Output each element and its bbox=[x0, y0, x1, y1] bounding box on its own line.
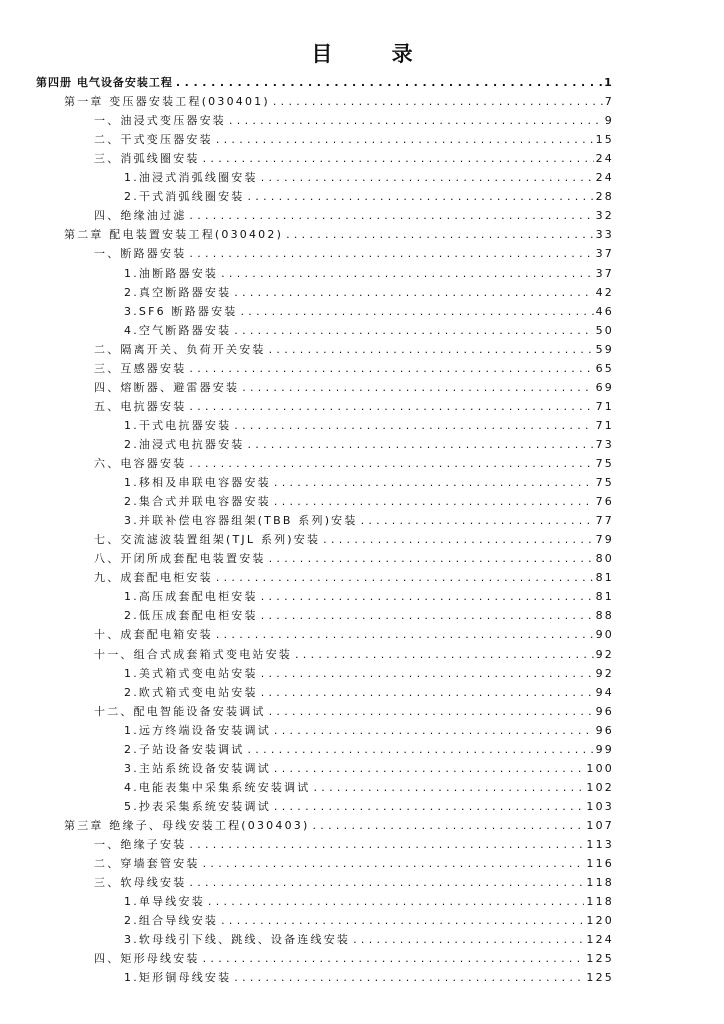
toc-entry bbox=[94, 205, 614, 222]
toc-leader-dots bbox=[189, 457, 593, 470]
toc-entry-page: 69 bbox=[595, 380, 614, 394]
toc-entry bbox=[124, 777, 614, 794]
toc-entry-page: 75 bbox=[595, 476, 614, 490]
toc-leader-dots bbox=[241, 305, 594, 318]
toc-leader-dots bbox=[216, 628, 594, 641]
toc-entry bbox=[124, 586, 614, 603]
toc-leader-dots bbox=[269, 705, 594, 718]
toc-entry bbox=[36, 72, 614, 89]
toc-entry bbox=[124, 301, 614, 318]
toc-entry-label: 一、油浸式变压器安装 bbox=[94, 114, 226, 128]
toc-leader-dots bbox=[234, 971, 584, 984]
toc-leader-dots bbox=[353, 933, 584, 946]
toc-entry-page: 116 bbox=[586, 857, 614, 871]
toc-entry-page: 15 bbox=[595, 133, 614, 147]
toc-entry bbox=[124, 415, 614, 432]
toc-entry-label: 2.集合式并联电容器安装 bbox=[124, 495, 271, 509]
toc-entry-label: 1.移相及串联电容器安装 bbox=[124, 476, 271, 490]
toc-entry bbox=[94, 396, 614, 413]
toc-entry-label: 1.远方终端设备安装调试 bbox=[124, 723, 271, 737]
toc-entry-page: 99 bbox=[595, 742, 614, 756]
toc-leader-dots bbox=[261, 609, 594, 622]
toc-entry bbox=[94, 529, 614, 546]
toc-entry-page: 75 bbox=[595, 457, 614, 470]
toc-entry-page: 9 bbox=[604, 114, 614, 128]
toc-entry-label: 第四册 电气设备安装工程 bbox=[36, 76, 173, 89]
toc-leader-dots bbox=[234, 286, 593, 299]
toc-entry bbox=[94, 624, 614, 641]
toc-entry-label: 一、断路器安装 bbox=[94, 247, 187, 261]
toc-entry-label: 2.组合导线安装 bbox=[124, 914, 219, 928]
toc-entry-label: 十二、配电智能设备安装调试 bbox=[94, 704, 266, 718]
toc-entry-page: 42 bbox=[595, 285, 614, 299]
toc-entry-label: 第一章 变压器安装工程(030401) bbox=[64, 95, 270, 109]
toc-entry bbox=[124, 758, 614, 775]
toc-leader-dots bbox=[361, 514, 594, 527]
toc-leader-dots bbox=[274, 476, 594, 489]
toc-entry-page: 79 bbox=[595, 533, 614, 547]
toc-entry-page: 76 bbox=[595, 495, 614, 509]
toc-entry-page: 81 bbox=[595, 571, 614, 585]
toc-leader-dots bbox=[274, 762, 584, 775]
toc-entry-label: 二、干式变压器安装 bbox=[94, 133, 213, 147]
toc-entry bbox=[124, 605, 614, 622]
toc-entry bbox=[124, 167, 614, 184]
toc-entry bbox=[64, 815, 614, 832]
toc-leader-dots bbox=[208, 895, 584, 908]
toc-entry bbox=[64, 91, 614, 108]
toc-entry-page: 80 bbox=[595, 552, 614, 566]
toc-entry-page: 107 bbox=[586, 818, 614, 832]
toc-entry bbox=[124, 263, 614, 280]
toc-leader-dots bbox=[261, 686, 594, 699]
toc-entry bbox=[124, 491, 614, 508]
toc-leader-dots bbox=[269, 343, 594, 356]
toc-entry bbox=[94, 548, 614, 565]
toc-entry-page: 37 bbox=[595, 266, 614, 280]
toc-entry bbox=[94, 358, 614, 375]
toc-entry-label: 2.干式消弧线圈安装 bbox=[124, 190, 245, 204]
toc-leader-dots bbox=[248, 190, 594, 203]
toc-entry-page: 125 bbox=[586, 971, 614, 985]
toc-entry-label: 2.油浸式电抗器安装 bbox=[124, 437, 245, 451]
toc-leader-dots bbox=[242, 381, 593, 394]
toc-entry-page: 96 bbox=[595, 704, 614, 718]
toc-entry bbox=[94, 339, 614, 356]
toc-leader-dots bbox=[273, 95, 603, 108]
toc-leader-dots bbox=[203, 152, 594, 165]
toc-entry-label: 十、成套配电箱安装 bbox=[94, 628, 213, 642]
toc-entry-page: 1 bbox=[604, 76, 614, 89]
toc-entry-label: 1.矩形铜母线安装 bbox=[124, 971, 232, 985]
toc-leader-dots bbox=[274, 724, 594, 737]
toc-leader-dots bbox=[189, 209, 593, 222]
toc-entry-label: 4.空气断路器安装 bbox=[124, 323, 232, 337]
toc-entry-label: 三、消弧线圈安装 bbox=[94, 152, 200, 166]
toc-entry bbox=[94, 129, 614, 146]
toc-entry bbox=[124, 682, 614, 699]
toc-entry-label: 3.SF6 断路器安装 bbox=[124, 304, 238, 318]
toc-entry-page: 77 bbox=[595, 514, 614, 528]
toc-entry bbox=[94, 243, 614, 260]
toc-entry bbox=[124, 282, 614, 299]
toc-entry-label: 第二章 配电装置安装工程(030402) bbox=[64, 228, 284, 242]
toc-entry bbox=[94, 148, 614, 165]
toc-entry-label: 一、绝缘子安装 bbox=[94, 838, 187, 851]
toc-entry-page: 71 bbox=[595, 418, 614, 432]
toc-leader-dots bbox=[295, 648, 594, 661]
toc-entry-page: 96 bbox=[595, 723, 614, 737]
toc-entry-page: 59 bbox=[595, 342, 614, 356]
toc-entry-label: 3.软母线引下线、跳线、设备连线安装 bbox=[124, 933, 351, 947]
toc-leader-dots bbox=[274, 800, 584, 813]
toc-leader-dots bbox=[269, 552, 594, 565]
toc-leader-dots bbox=[189, 400, 593, 413]
toc-leader-dots bbox=[203, 857, 585, 870]
toc-entry-page: 46 bbox=[595, 304, 614, 318]
toc-entry-page: 124 bbox=[586, 933, 614, 947]
toc-entry-page: 32 bbox=[595, 209, 614, 223]
toc-entry-label: 3.主站系统设备安装调试 bbox=[124, 761, 271, 775]
toc-entry-label: 第三章 绝缘子、母线安装工程(030403) bbox=[64, 818, 310, 832]
toc-entry-page: 125 bbox=[586, 952, 614, 966]
toc-leader-dots bbox=[189, 247, 593, 260]
toc-entry-label: 九、成套配电柜安装 bbox=[94, 571, 213, 585]
toc-entry-label: 四、绝缘油过滤 bbox=[94, 209, 187, 223]
toc-entry-page: 28 bbox=[595, 190, 614, 204]
toc-entry-label: 5.抄表采集系统安装调试 bbox=[124, 799, 271, 813]
toc-leader-dots bbox=[314, 781, 585, 794]
toc-leader-dots bbox=[234, 324, 593, 337]
toc-entry-label: 四、矩形母线安装 bbox=[94, 952, 200, 966]
toc-entry-page: 118 bbox=[586, 876, 614, 890]
toc-entry-page: 94 bbox=[595, 685, 614, 699]
toc-entry bbox=[94, 701, 614, 718]
toc-entry bbox=[64, 224, 614, 241]
toc-entry-page: 92 bbox=[595, 666, 614, 680]
toc-entry bbox=[94, 453, 614, 470]
toc-entry bbox=[94, 377, 614, 394]
toc-entry-page: 102 bbox=[586, 780, 614, 794]
toc-entry-label: 2.低压成套配电柜安装 bbox=[124, 609, 258, 623]
toc-entry-label: 五、电抗器安装 bbox=[94, 399, 187, 413]
toc-entry bbox=[124, 967, 614, 984]
toc-entry-label: 1.美式箱式变电站安装 bbox=[124, 666, 258, 680]
toc-entry bbox=[124, 434, 614, 451]
toc-entry-label: 三、互感器安装 bbox=[94, 361, 187, 375]
toc-entry-page: 71 bbox=[595, 399, 614, 413]
toc-entry bbox=[124, 796, 614, 813]
toc-leader-dots bbox=[203, 952, 585, 965]
toc-entry-label: 2.欧式箱式变电站安装 bbox=[124, 685, 258, 699]
toc-leader-dots bbox=[229, 114, 603, 127]
toc-entry-page: 81 bbox=[595, 590, 614, 604]
toc-entry-label: 六、电容器安装 bbox=[94, 457, 187, 470]
toc-entry bbox=[94, 110, 614, 127]
toc-entry-label: 三、软母线安装 bbox=[94, 876, 187, 890]
toc-entry-label: 3.并联补偿电容器组架(TBB 系列)安装 bbox=[124, 514, 358, 528]
toc-entry bbox=[124, 510, 614, 527]
toc-entry-page: 113 bbox=[586, 838, 614, 851]
toc-leader-dots bbox=[261, 667, 594, 680]
toc-leader-dots bbox=[234, 419, 593, 432]
toc-entry-label: 1.油断路器安装 bbox=[124, 266, 219, 280]
toc-entry-page: 100 bbox=[586, 761, 614, 775]
toc-entry bbox=[94, 567, 614, 584]
toc-leader-dots bbox=[274, 495, 594, 508]
toc-entry-label: 2.子站设备安装调试 bbox=[124, 742, 245, 756]
toc-entry-page: 103 bbox=[586, 799, 614, 813]
toc-leader-dots bbox=[176, 76, 602, 89]
toc-leader-dots bbox=[323, 533, 593, 546]
toc-entry-page: 88 bbox=[595, 609, 614, 623]
toc-entry-label: 十一、组合式成套箱式变电站安装 bbox=[94, 647, 292, 661]
toc-entry-label: 1.单导线安装 bbox=[124, 895, 205, 909]
toc-leader-dots bbox=[189, 362, 593, 375]
toc-entry-page: 24 bbox=[595, 171, 614, 185]
toc-leader-dots bbox=[286, 228, 594, 241]
toc-entry-page: 33 bbox=[595, 228, 614, 242]
toc-leader-dots bbox=[312, 819, 584, 832]
toc-leader-dots bbox=[221, 914, 584, 927]
toc-entry-label: 二、隔离开关、负荷开关安装 bbox=[94, 342, 266, 356]
toc-entry-label: 八、开闭所成套配电装置安装 bbox=[94, 552, 266, 566]
toc-entry bbox=[124, 739, 614, 756]
toc-entry-label: 1.干式电抗器安装 bbox=[124, 418, 232, 432]
toc-entry bbox=[124, 891, 614, 908]
toc-entry bbox=[94, 948, 614, 965]
toc-entry bbox=[94, 853, 614, 870]
toc-entry bbox=[94, 872, 614, 889]
toc-entry bbox=[124, 910, 614, 927]
toc-entry-page: 118 bbox=[586, 895, 614, 909]
toc-entry bbox=[124, 929, 614, 946]
toc-leader-dots bbox=[216, 133, 594, 146]
toc-entry bbox=[94, 834, 614, 851]
toc-entry-page: 90 bbox=[595, 628, 614, 642]
toc-leader-dots bbox=[248, 743, 594, 756]
toc-leader-dots bbox=[189, 838, 584, 851]
toc-entry bbox=[124, 663, 614, 680]
toc-entry-label: 1.高压成套配电柜安装 bbox=[124, 590, 258, 604]
toc-entry-label: 七、交流滤波装置组架(TJL 系列)安装 bbox=[94, 533, 321, 547]
toc-entry-page: 7 bbox=[604, 95, 614, 109]
toc-entry bbox=[124, 320, 614, 337]
toc-entry-page: 73 bbox=[595, 437, 614, 451]
toc-entry bbox=[124, 186, 614, 203]
toc-entry bbox=[124, 720, 614, 737]
toc-entry bbox=[124, 472, 614, 489]
toc-entry-label: 四、熔断器、避雷器安装 bbox=[94, 380, 240, 394]
toc-leader-dots bbox=[248, 438, 594, 451]
toc-leader-dots bbox=[261, 590, 594, 603]
toc-entry-page: 120 bbox=[586, 914, 614, 928]
toc-entry-page: 24 bbox=[595, 152, 614, 166]
toc-entry-label: 4.电能表集中采集系统安装调试 bbox=[124, 780, 311, 794]
toc-entry-page: 37 bbox=[595, 247, 614, 261]
toc-entry-page: 65 bbox=[595, 361, 614, 375]
toc-leader-dots bbox=[261, 171, 594, 184]
toc-entry-page: 50 bbox=[595, 323, 614, 337]
toc-entry-label: 2.真空断路器安装 bbox=[124, 285, 232, 299]
page-title: 目 录 bbox=[311, 42, 439, 66]
toc-leader-dots bbox=[189, 876, 584, 889]
toc-leader-dots bbox=[216, 571, 594, 584]
toc-entry-label: 二、穿墙套管安装 bbox=[94, 857, 200, 871]
toc-entry-page: 92 bbox=[595, 647, 614, 661]
toc-entry bbox=[94, 644, 614, 661]
toc-entry-label: 1.油浸式消弧线圈安装 bbox=[124, 171, 258, 185]
toc-leader-dots bbox=[221, 267, 593, 280]
